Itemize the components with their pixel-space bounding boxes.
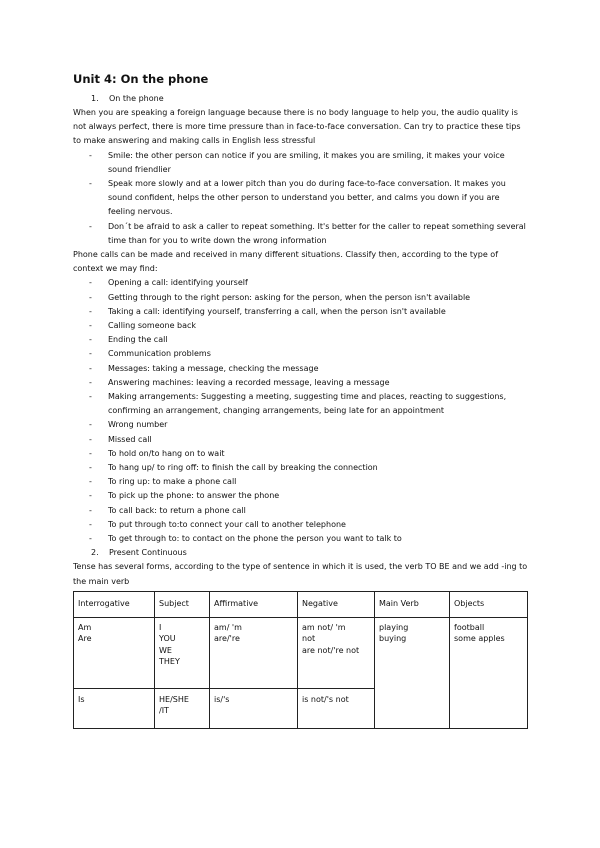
table-cell: HE/SHE /IT <box>155 688 210 728</box>
list-item: - Ending the call <box>89 335 168 345</box>
situations-list <box>73 276 528 546</box>
list-item: - Communication problems <box>89 349 211 359</box>
tips-list <box>73 149 528 248</box>
header-cell: Subject <box>155 591 210 617</box>
section-heading-on-the-phone <box>73 92 528 106</box>
list-item: - Speak more slowly and at a lower pitch than you do during face-to-face conversation. It makes you sound confident, helps the other person to understand you better, and calms you down if you are feeling nervous. <box>89 179 506 217</box>
list-item: - Smile: the other person can notice if you are smiling, it makes you are smiling, it makes your voice sound friendlier <box>89 150 505 174</box>
table-row <box>74 617 528 688</box>
tense-paragraph: Tense has several forms, according to the type of sentence in which it is used, the verb TO BE and we add -ing to the main verb <box>73 562 528 586</box>
section-label: Present Continuous <box>109 548 187 558</box>
list-item: - Making arrangements: Suggesting a meeting, suggesting time and places, reacting to suggestions, confirming an arrangement, changing arrangements, being late for an appointment <box>89 392 507 416</box>
list-item: - Calling someone back <box>89 321 197 331</box>
phone-calls-paragraph: Phone calls can be made and received in many different situations. Classify then, according to the type of context we may find: <box>73 250 499 274</box>
header-cell: Objects <box>450 591 528 617</box>
list-item: - Don´t be afraid to ask a caller to repeat something. It's better for the caller to repeat something several time than for you to write down the wrong information <box>89 221 526 245</box>
list-item: - Opening a call: identifying yourself <box>89 278 248 288</box>
table-cell: is not/'s not <box>298 688 375 728</box>
list-item: - Answering machines: leaving a recorded message, leaving a message <box>89 377 390 387</box>
header-cell: Interrogative <box>74 591 155 617</box>
present-continuous-table <box>73 591 528 729</box>
section-number: 1. <box>91 94 99 103</box>
header-cell: Main Verb <box>375 591 450 617</box>
list-item: - Missed call <box>89 434 152 444</box>
list-item: - To ring up: to make a phone call <box>89 477 237 487</box>
section-heading-present-continuous <box>73 546 528 560</box>
table-cell: am not/ 'm not are not/'re not <box>298 617 375 688</box>
table-cell: am/ 'm are/'re <box>210 617 298 688</box>
section-number: 2. <box>91 548 99 558</box>
table-header-row <box>74 591 528 617</box>
header-cell: Affirmative <box>210 591 298 617</box>
table-cell: Is <box>74 688 155 728</box>
table-cell: is/'s <box>210 688 298 728</box>
list-item: - To pick up the phone: to answer the phone <box>89 491 280 501</box>
header-cell: Negative <box>298 591 375 617</box>
document-page <box>73 72 528 729</box>
page-title: Unit 4: On the phone <box>73 72 209 86</box>
list-item: - To put through to:to connect your call to another telephone <box>89 519 346 529</box>
table-cell: playing buying <box>375 617 450 728</box>
table-cell: Am Are <box>74 617 155 688</box>
list-item: - Taking a call: identifying yourself, transferring a call, when the person isn't available <box>89 306 446 316</box>
list-item: - To hang up/ to ring off: to finish the call by breaking the connection <box>89 463 378 473</box>
list-item: - Getting through to the right person: asking for the person, when the person isn't available <box>89 292 471 302</box>
list-item: - Messages: taking a message, checking the message <box>89 363 319 373</box>
section-label: On the phone <box>109 94 164 103</box>
table-cell: I YOU WE THEY <box>155 617 210 688</box>
list-item: - To hold on/to hang on to wait <box>89 448 225 458</box>
list-item: - Wrong number <box>89 420 168 430</box>
table-cell: football some apples <box>450 617 528 728</box>
intro-paragraph: When you are speaking a foreign language because there is no body language to help you, the audio quality is not always perfect, there is more time pressure than in face-to-face conversation. Can try to practice these tips to make answering and making calls in English less stressful <box>73 108 521 146</box>
list-item: - To call back: to return a phone call <box>89 505 246 515</box>
list-item: - To get through to: to contact on the phone the person you want to talk to <box>89 534 402 544</box>
